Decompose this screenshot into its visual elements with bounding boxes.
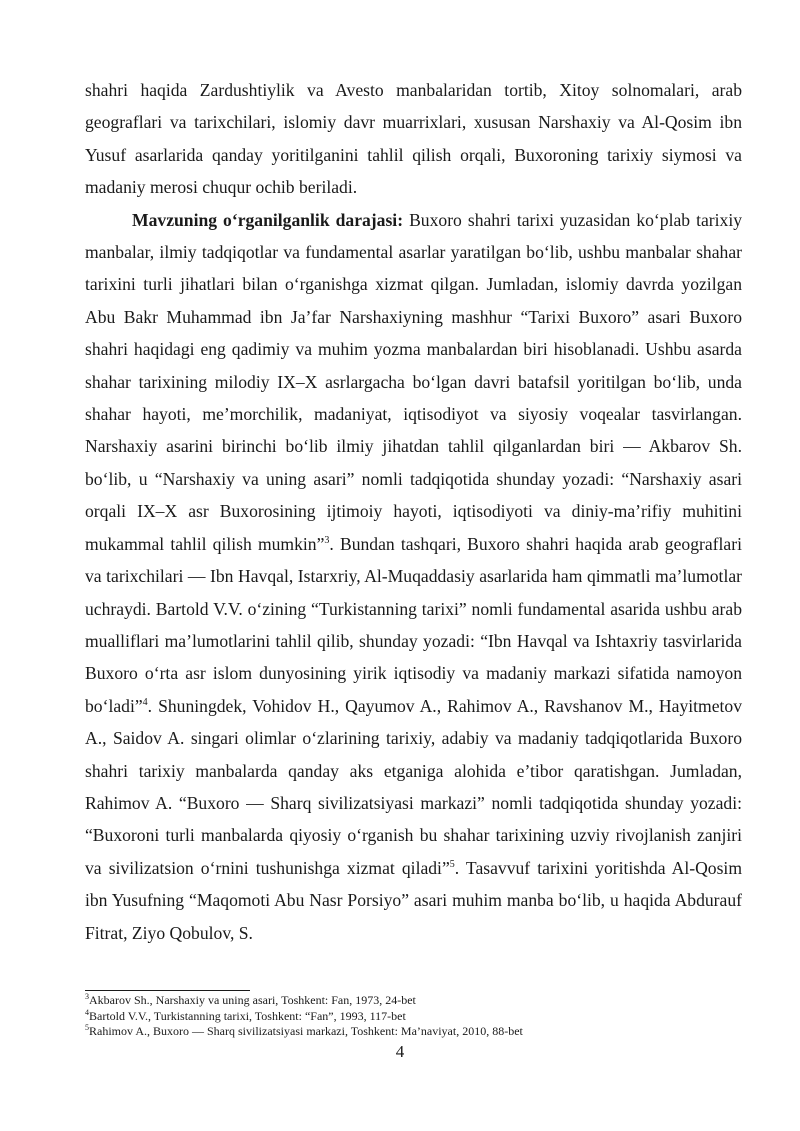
footnote-text: Akbarov Sh., Narshaxiy va uning asari, Toshkent: Fan, 1973, 24-bet — [89, 993, 416, 1007]
footnote-text: Bartold V.V., Turkistanning tarixi, Toshkent: “Fan”, 1993, 117-bet — [89, 1008, 406, 1023]
paragraph-literature-review — [85, 204, 742, 949]
footnote-3 — [85, 993, 742, 1009]
footnote-separator — [85, 990, 250, 991]
footnote-reference-4[interactable]: 4 — [142, 696, 148, 708]
footnote-5 — [85, 1024, 742, 1040]
body-text — [85, 74, 742, 949]
footnote-text: Rahimov A., Buxoro — Sharq sivilizatsiyasi markazi, Toshkent: Ma’naviyat, 2010, 88-bet — [89, 1024, 523, 1038]
footnote-number: 4 — [85, 1007, 89, 1017]
paragraph-intro-continuation: shahri haqida Zardushtiylik va Avesto manbalaridan tortib, Xitoy solnomalari, arab geograflari va tarixchilari, islomiy davr muarrixlari, xususan Narshaxiy va Al-Qosim ibn Yusuf asarlarida qanday yoritilganini tahlil qilish orqali, Buxoroning tarixiy siymosi va madaniy merosi chuqur ochib beriladi. — [85, 80, 742, 198]
paragraph-text-part-c: . Shuningdek, Vohidov H., Qayumov A., Rahimov A., Ravshanov M., Hayitmetov A., Saidov A. singari olimlar o‘zlarining tarixiy, adabiy va madaniy tadqiqotlarida Buxoro shahri tarixiy manbalarda qanday aks etganiga alohida e’tibor qaratishgan. Jumladan, Rahimov A. “Buxoro — Sharq sivilizatsiyasi markazi” nomli tadqiqotida shunday yozadi: “Buxoroni turli manbalarda qiyosiy o‘rganish bu shahar tarixining uzviy rivojlanish zanjiri va sivilizatsion o‘rnini tushunishga xizmat qiladi” — [85, 695, 742, 878]
footnote-reference-5[interactable]: 5 — [449, 858, 455, 870]
section-heading-inline: Mavzuning o‘rganilganlik darajasi: — [132, 209, 404, 230]
page-number: 4 — [395, 1042, 405, 1061]
footnote-reference-3[interactable]: 3 — [324, 534, 330, 546]
footnote-number: 5 — [85, 1023, 89, 1032]
footnote-number: 3 — [85, 992, 89, 1001]
paragraph-text-part-b: . Bundan tashqari, Buxoro shahri haqida arab geograflari va tarixchilari — Ibn Havqal, Istarxriy, Al-Muqaddasiy asarlarida ham qimmatli ma’lumotlar uchraydi. Bartold V.V. o‘zining “Turkistanning tarixi” nomli fundamental asarida ushbu arab mualliflari ma’lumotlarini tahlil qilib, shunday yozadi: “Ibn Havqal va Ishtaxriy tasvirlarida Buxoro o‘rta asr islom dunyosining yirik iqtisodiy va madaniy markazi sifatida namoyon bo‘ladi” — [85, 533, 742, 716]
paragraph-text-part-d: . Tasavvuf tarixini yoritishda Al-Qosim ibn Yusufning “Maqomoti Abu Nasr Porsiyo” asari muhim manba bo‘lib, u haqida Abdurauf Fitrat, Ziyo Qobulov, S. — [85, 857, 742, 943]
paragraph-text-part-a: Buxoro shahri tarixi yuzasidan ko‘plab tarixiy manbalar, ilmiy tadqiqotlar va fundamental asarlar yaratilgan bo‘lib, ushbu manbalar shahar tarixini turli jihatlari bilan o‘rganishga xizmat qilgan. Jumladan, islomiy davrda yozilgan Abu Bakr Muhammad ibn Ja’far Narshaxiyning mashhur “Tarixi Buxoro” asari Buxoro shahri haqidagi eng qadimiy va muhim yozma manbalardan biri hisoblanadi. Ushbu asarda shahar tarixining milodiy IX–X asrlargacha bo‘lgan davri batafsil yoritilgan bo‘lib, unda shahar hayoti, me’morchilik, madaniyat, iqtisodiyot va siyosiy voqealar tasvirlangan. Narshaxiy asarini birinchi bo‘lib ilmiy jihatdan tahlil qilganlardan biri — Akbarov Sh. bo‘lib, u “Narshaxiy va uning asari” nomli tadqiqotida shunday yozadi: “Narshaxiy asari orqali IX–X asr Buxorosining ijtimoiy hayoti, iqtisodiyoti va diniy-ma’rifiy muhitini mukammal tahlil qilish mumkin” — [85, 209, 742, 554]
footnote-4 — [85, 1009, 742, 1025]
footnotes — [85, 993, 742, 1040]
